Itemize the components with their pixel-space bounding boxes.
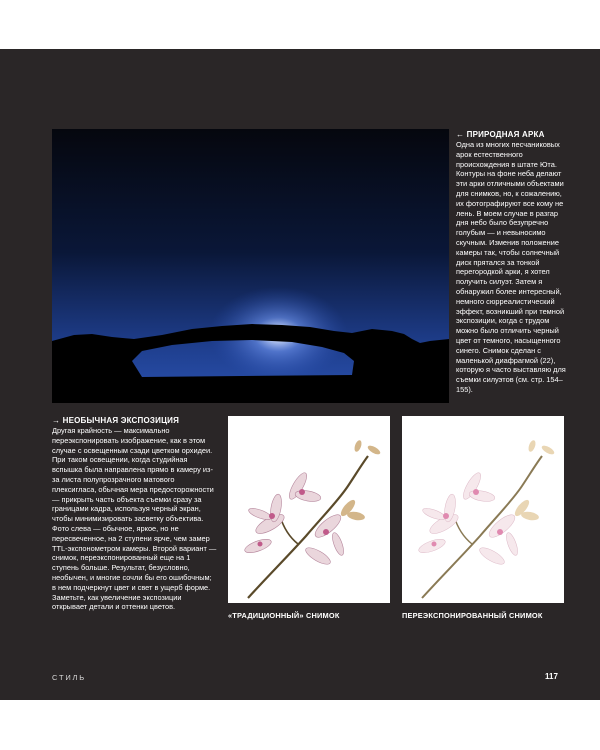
orchid-photo-overexposed xyxy=(402,416,564,603)
arch-silhouette-image xyxy=(52,129,449,403)
exposure-caption-body: Другая крайность — максимально переэкспонировать изображение, как в этом случае с освещенным сзади цветком орхидеи. При таком освещении, когда студийная вспышка была направлена прямо в камеру из-за листа полупрозрачного матового плексигласа, обычная мера предосторожности — прикрыть часть объекта съемки сразу за границами кадра, используя черный экран, чтобы минимизировать засветку объектива. Фото слева — обычное, яркое, но не пересвеченное, на 2 ступени ярче, чем замер TTL-экспонометром камеры. Второй вариант — снимок, переэкспонированный еще на 1 ступень больше. Результат, безусловно, необычен, и многие сочли бы его ошибочным; в нем подчеркнут цвет и свет в ущерб форме. Заметьте, как увеличение экспозиции открывает детали и оттенки цветов. xyxy=(52,426,217,612)
photo-label-overexposed: ПЕРЕЭКСПОНИРОВАННЫЙ СНИМОК xyxy=(402,611,543,620)
book-page xyxy=(0,49,600,700)
arch-photo xyxy=(52,129,449,403)
arch-caption-title: ← ПРИРОДНАЯ АРКА xyxy=(456,130,545,139)
arch-caption-body: Одна из многих песчаниковых арок естественного происхождения в штате Юта. Контуры на фоне неба делают эти арки отличными объектами для снимков, но, к сожалению, их фотографируют все кому не лень. В моем случае в разгар дня небо было безупречно голубым — и невыносимо скучным. Изменив положение камеры так, чтобы солнечный диск прятался за тонкой перегородкой арки, я хотел получить силуэт. Затем я обнаружил более интересный, немного сюрреалистический эффект, возникший при темной экспозиции, когда с трудом можно было отличить черный цвет от темного, насыщенного синего. Снимок сделан с маленькой диафрагмой (22), которую я часто выставляю для съемки силуэтов (см. стр. 154–155). xyxy=(456,140,566,394)
page-number: 117 xyxy=(545,672,558,681)
orchid-image-overexposed xyxy=(402,416,564,603)
orchid-image-traditional xyxy=(228,416,390,603)
section-name: СТИЛЬ xyxy=(52,673,86,682)
orchid-photo-traditional xyxy=(228,416,390,603)
photo-label-traditional: «ТРАДИЦИОННЫЙ» СНИМОК xyxy=(228,611,340,620)
exposure-caption-title: → НЕОБЫЧНАЯ ЭКСПОЗИЦИЯ xyxy=(52,416,180,425)
